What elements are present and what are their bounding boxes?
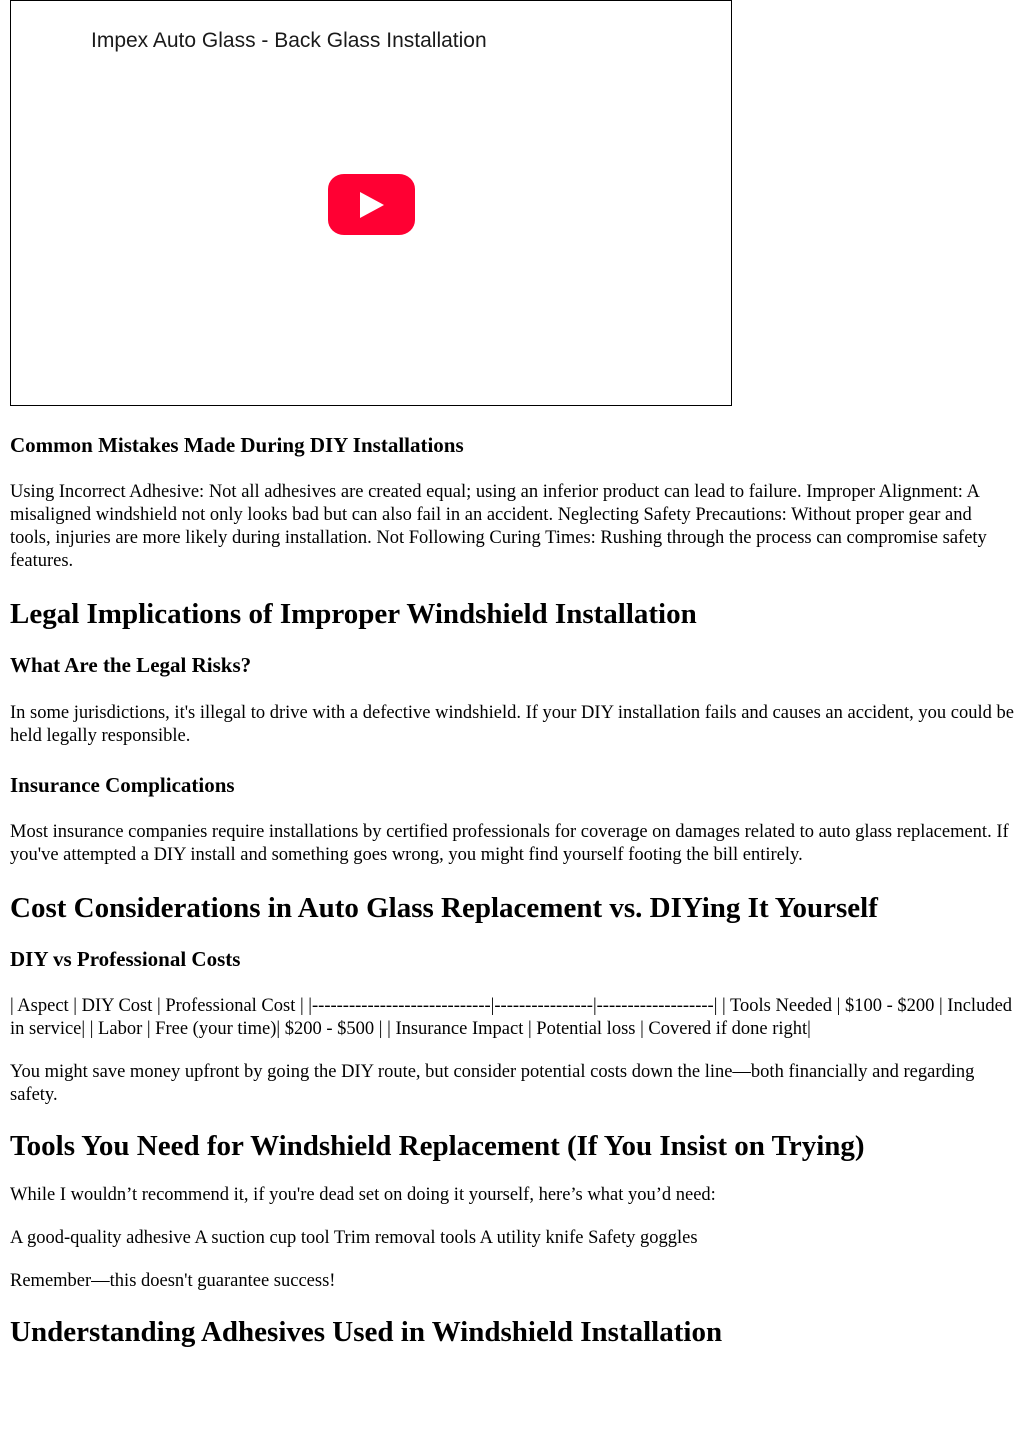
- tools-intro-paragraph: While I wouldn’t recommend it, if you're dead set on doing it yourself, here’s what you’d need:: [10, 1184, 716, 1205]
- diy-costs-heading: DIY vs Professional Costs: [10, 947, 241, 972]
- adhesives-heading: Understanding Adhesives Used in Windshield Installation: [10, 1315, 723, 1348]
- mistakes-paragraph: Using Incorrect Adhesive: Not all adhesives are created equal; using an inferior product can lead to failure. Improper Alignment: A misaligned windshield not only looks bad but can also fail in an accident. Neglecting Safety Precautions: Without proper gear and tools, injuries are more likely during installation. Not Following Curing Times: Rushing through the process can compromise safety features.: [10, 482, 987, 572]
- tools-list-paragraph: A good-quality adhesive A suction cup tool Trim removal tools A utility knife Safety goggles: [10, 1227, 698, 1248]
- savings-paragraph: You might save money upfront by going the DIY route, but consider potential costs down the line—both financially and regarding safety.: [10, 1062, 975, 1106]
- legal-risks-heading: What Are the Legal Risks?: [10, 653, 252, 678]
- video-title[interactable]: Impex Auto Glass - Back Glass Installation: [91, 29, 487, 52]
- youtube-play-icon: [360, 192, 384, 218]
- video-embed[interactable]: [10, 0, 732, 406]
- legal-heading: Legal Implications of Improper Windshield Installation: [10, 598, 697, 631]
- legal-risks-paragraph: In some jurisdictions, it's illegal to drive with a defective windshield. If your DIY installation fails and causes an accident, you could be held legally responsible.: [10, 702, 1014, 746]
- insurance-heading: Insurance Complications: [10, 772, 235, 797]
- play-button[interactable]: [328, 174, 415, 235]
- cost-table-text: | Aspect | DIY Cost | Professional Cost | |-----------------------------|----------------|-------------------| | Tools Needed | $100 - $200 | Included in service| | Labor | Free (your time)| $200 - $500 | | Insurance Impact | Potential loss | Covered if done right|: [10, 996, 1013, 1040]
- insurance-paragraph: Most insurance companies require installations by certified professionals for coverage on damages related to auto glass replacement. If you've attempted a DIY install and something goes wrong, you might find yourself footing the bill entirely.: [10, 821, 1009, 865]
- tools-heading: Tools You Need for Windshield Replacement (If You Insist on Trying): [10, 1130, 865, 1163]
- remember-paragraph: Remember—this doesn't guarantee success!: [10, 1270, 336, 1291]
- cost-heading: Cost Considerations in Auto Glass Replacement vs. DIYing It Yourself: [10, 891, 878, 924]
- article-content: [10, 405, 1016, 1349]
- mistakes-heading: Common Mistakes Made During DIY Installations: [10, 433, 464, 457]
